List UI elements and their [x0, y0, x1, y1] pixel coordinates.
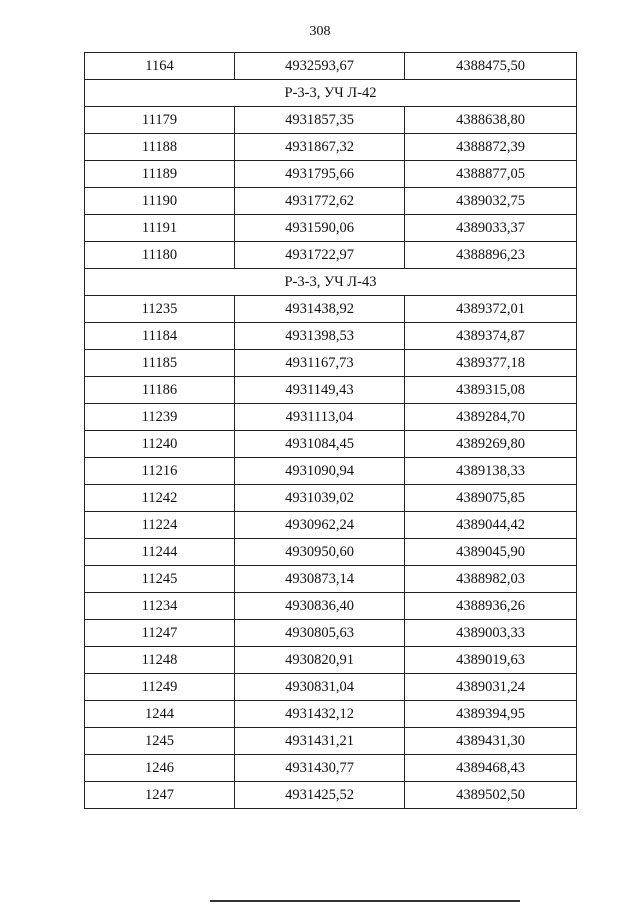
y-coordinate-cell: 4389502,50	[405, 782, 577, 809]
y-coordinate-cell: 4389075,85	[405, 485, 577, 512]
x-coordinate-cell: 4931867,32	[235, 134, 405, 161]
x-coordinate-cell: 4932593,67	[235, 53, 405, 80]
x-coordinate-cell: 4930831,04	[235, 674, 405, 701]
x-coordinate-cell: 4931590,06	[235, 215, 405, 242]
point-number-cell: 11216	[85, 458, 235, 485]
point-number-cell: 1246	[85, 755, 235, 782]
y-coordinate-cell: 4389431,30	[405, 728, 577, 755]
table-row	[85, 674, 577, 701]
point-number-cell: 11185	[85, 350, 235, 377]
point-number-cell: 11235	[85, 296, 235, 323]
x-coordinate-cell: 4931431,21	[235, 728, 405, 755]
y-coordinate-cell: 4389284,70	[405, 404, 577, 431]
x-coordinate-cell: 4930836,40	[235, 593, 405, 620]
x-coordinate-cell: 4931425,52	[235, 782, 405, 809]
point-number-cell: 11190	[85, 188, 235, 215]
x-coordinate-cell: 4930950,60	[235, 539, 405, 566]
y-coordinate-cell: 4388638,80	[405, 107, 577, 134]
point-number-cell: 11186	[85, 377, 235, 404]
y-coordinate-cell: 4388982,03	[405, 566, 577, 593]
x-coordinate-cell: 4931398,53	[235, 323, 405, 350]
x-coordinate-cell: 4931722,97	[235, 242, 405, 269]
y-coordinate-cell: 4389003,33	[405, 620, 577, 647]
table-row	[85, 458, 577, 485]
x-coordinate-cell: 4931772,62	[235, 188, 405, 215]
y-coordinate-cell: 4389269,80	[405, 431, 577, 458]
point-number-cell: 11179	[85, 107, 235, 134]
table-row	[85, 350, 577, 377]
y-coordinate-cell: 4389372,01	[405, 296, 577, 323]
y-coordinate-cell: 4388896,23	[405, 242, 577, 269]
point-number-cell: 11248	[85, 647, 235, 674]
table-row	[85, 242, 577, 269]
table-row	[85, 296, 577, 323]
y-coordinate-cell: 4389044,42	[405, 512, 577, 539]
x-coordinate-cell: 4931113,04	[235, 404, 405, 431]
section-header-row	[85, 269, 577, 296]
point-number-cell: 11245	[85, 566, 235, 593]
table-row	[85, 539, 577, 566]
y-coordinate-cell: 4388936,26	[405, 593, 577, 620]
x-coordinate-cell: 4930962,24	[235, 512, 405, 539]
table-row	[85, 485, 577, 512]
table-row	[85, 323, 577, 350]
point-number-cell: 11184	[85, 323, 235, 350]
table-row	[85, 107, 577, 134]
table-row	[85, 215, 577, 242]
table-row	[85, 404, 577, 431]
x-coordinate-cell: 4931430,77	[235, 755, 405, 782]
x-coordinate-cell: 4930873,14	[235, 566, 405, 593]
y-coordinate-cell: 4389033,37	[405, 215, 577, 242]
table-row	[85, 134, 577, 161]
y-coordinate-cell: 4389045,90	[405, 539, 577, 566]
y-coordinate-cell: 4389468,43	[405, 755, 577, 782]
section-title: Р-3-3, УЧ Л-43	[85, 269, 577, 296]
point-number-cell: 11180	[85, 242, 235, 269]
y-coordinate-cell: 4389138,33	[405, 458, 577, 485]
point-number-cell: 11188	[85, 134, 235, 161]
point-number-cell: 11242	[85, 485, 235, 512]
table-row	[85, 647, 577, 674]
point-number-cell: 1164	[85, 53, 235, 80]
x-coordinate-cell: 4931090,94	[235, 458, 405, 485]
table-row	[85, 161, 577, 188]
x-coordinate-cell: 4930820,91	[235, 647, 405, 674]
table-row	[85, 755, 577, 782]
table-row	[85, 701, 577, 728]
point-number-cell: 11189	[85, 161, 235, 188]
section-title: Р-3-3, УЧ Л-42	[85, 80, 577, 107]
x-coordinate-cell: 4931149,43	[235, 377, 405, 404]
point-number-cell: 11244	[85, 539, 235, 566]
point-number-cell: 11191	[85, 215, 235, 242]
x-coordinate-cell: 4930805,63	[235, 620, 405, 647]
table-row	[85, 188, 577, 215]
y-coordinate-cell: 4389374,87	[405, 323, 577, 350]
y-coordinate-cell: 4388877,05	[405, 161, 577, 188]
point-number-cell: 1245	[85, 728, 235, 755]
point-number-cell: 1247	[85, 782, 235, 809]
table-row	[85, 620, 577, 647]
table-row	[85, 593, 577, 620]
y-coordinate-cell: 4389019,63	[405, 647, 577, 674]
y-coordinate-cell: 4388475,50	[405, 53, 577, 80]
point-number-cell: 11240	[85, 431, 235, 458]
table-row	[85, 377, 577, 404]
y-coordinate-cell: 4389315,08	[405, 377, 577, 404]
table-row	[85, 512, 577, 539]
point-number-cell: 11234	[85, 593, 235, 620]
table-row	[85, 53, 577, 80]
table-row	[85, 566, 577, 593]
y-coordinate-cell: 4389032,75	[405, 188, 577, 215]
coordinates-table-body	[85, 53, 577, 809]
y-coordinate-cell: 4388872,39	[405, 134, 577, 161]
table-row	[85, 728, 577, 755]
x-coordinate-cell: 4931039,02	[235, 485, 405, 512]
table-row	[85, 782, 577, 809]
y-coordinate-cell: 4389394,95	[405, 701, 577, 728]
point-number-cell: 11247	[85, 620, 235, 647]
scan-edge-line	[210, 900, 520, 902]
table-row	[85, 431, 577, 458]
x-coordinate-cell: 4931432,12	[235, 701, 405, 728]
page-number: 308	[309, 24, 331, 39]
point-number-cell: 1244	[85, 701, 235, 728]
x-coordinate-cell: 4931857,35	[235, 107, 405, 134]
y-coordinate-cell: 4389377,18	[405, 350, 577, 377]
coordinates-table	[84, 52, 577, 809]
section-header-row	[85, 80, 577, 107]
x-coordinate-cell: 4931438,92	[235, 296, 405, 323]
x-coordinate-cell: 4931167,73	[235, 350, 405, 377]
point-number-cell: 11224	[85, 512, 235, 539]
x-coordinate-cell: 4931084,45	[235, 431, 405, 458]
x-coordinate-cell: 4931795,66	[235, 161, 405, 188]
point-number-cell: 11239	[85, 404, 235, 431]
point-number-cell: 11249	[85, 674, 235, 701]
y-coordinate-cell: 4389031,24	[405, 674, 577, 701]
